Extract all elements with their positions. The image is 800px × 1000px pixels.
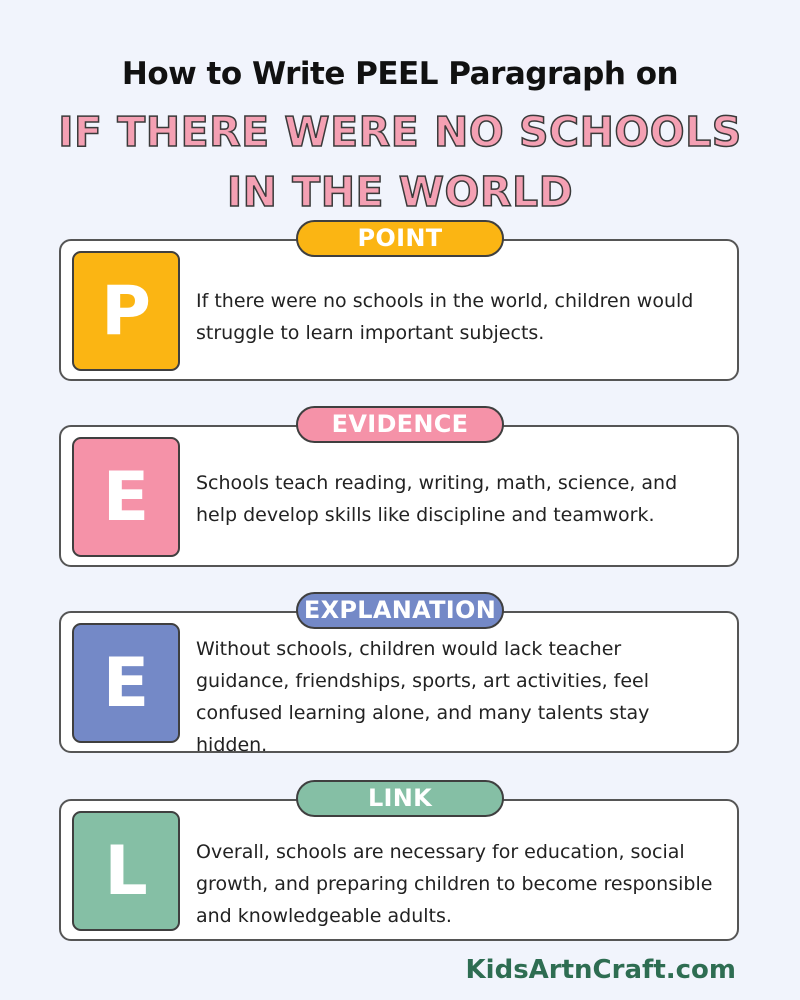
explanation-label: EXPLANATION (296, 592, 504, 629)
topic-title-line-2: IN THE WORLD (226, 168, 574, 216)
explanation-letter-badge: E (72, 623, 180, 743)
link-card (59, 799, 739, 941)
point-card (59, 239, 739, 381)
link-text: Overall, schools are necessary for education, social growth, and preparing children to become responsible and knowledgeable adults. (196, 841, 713, 927)
point-label: POINT (296, 220, 504, 257)
brand-logo-text[interactable]: KidsArtnCraft.com (465, 955, 736, 985)
page-title: How to Write PEEL Paragraph on (121, 56, 679, 92)
explanation-text: Without schools, children would lack teacher guidance, friendships, sports, art activities, feel confused learning alone, and many talents stay hidden. (196, 638, 650, 756)
evidence-card (59, 425, 739, 567)
point-text: If there were no schools in the world, children would struggle to learn important subjects. (196, 290, 694, 344)
evidence-letter-badge: E (72, 437, 180, 557)
evidence-text: Schools teach reading, writing, math, science, and help develop skills like discipline and teamwork. (196, 472, 678, 526)
explanation-card (59, 611, 739, 756)
link-label: LINK (296, 780, 504, 817)
evidence-label: EVIDENCE (296, 406, 504, 443)
point-letter-badge: P (72, 251, 180, 371)
topic-title-line-1: IF THERE WERE NO SCHOOLS (58, 108, 742, 156)
link-letter-badge: L (72, 811, 180, 931)
